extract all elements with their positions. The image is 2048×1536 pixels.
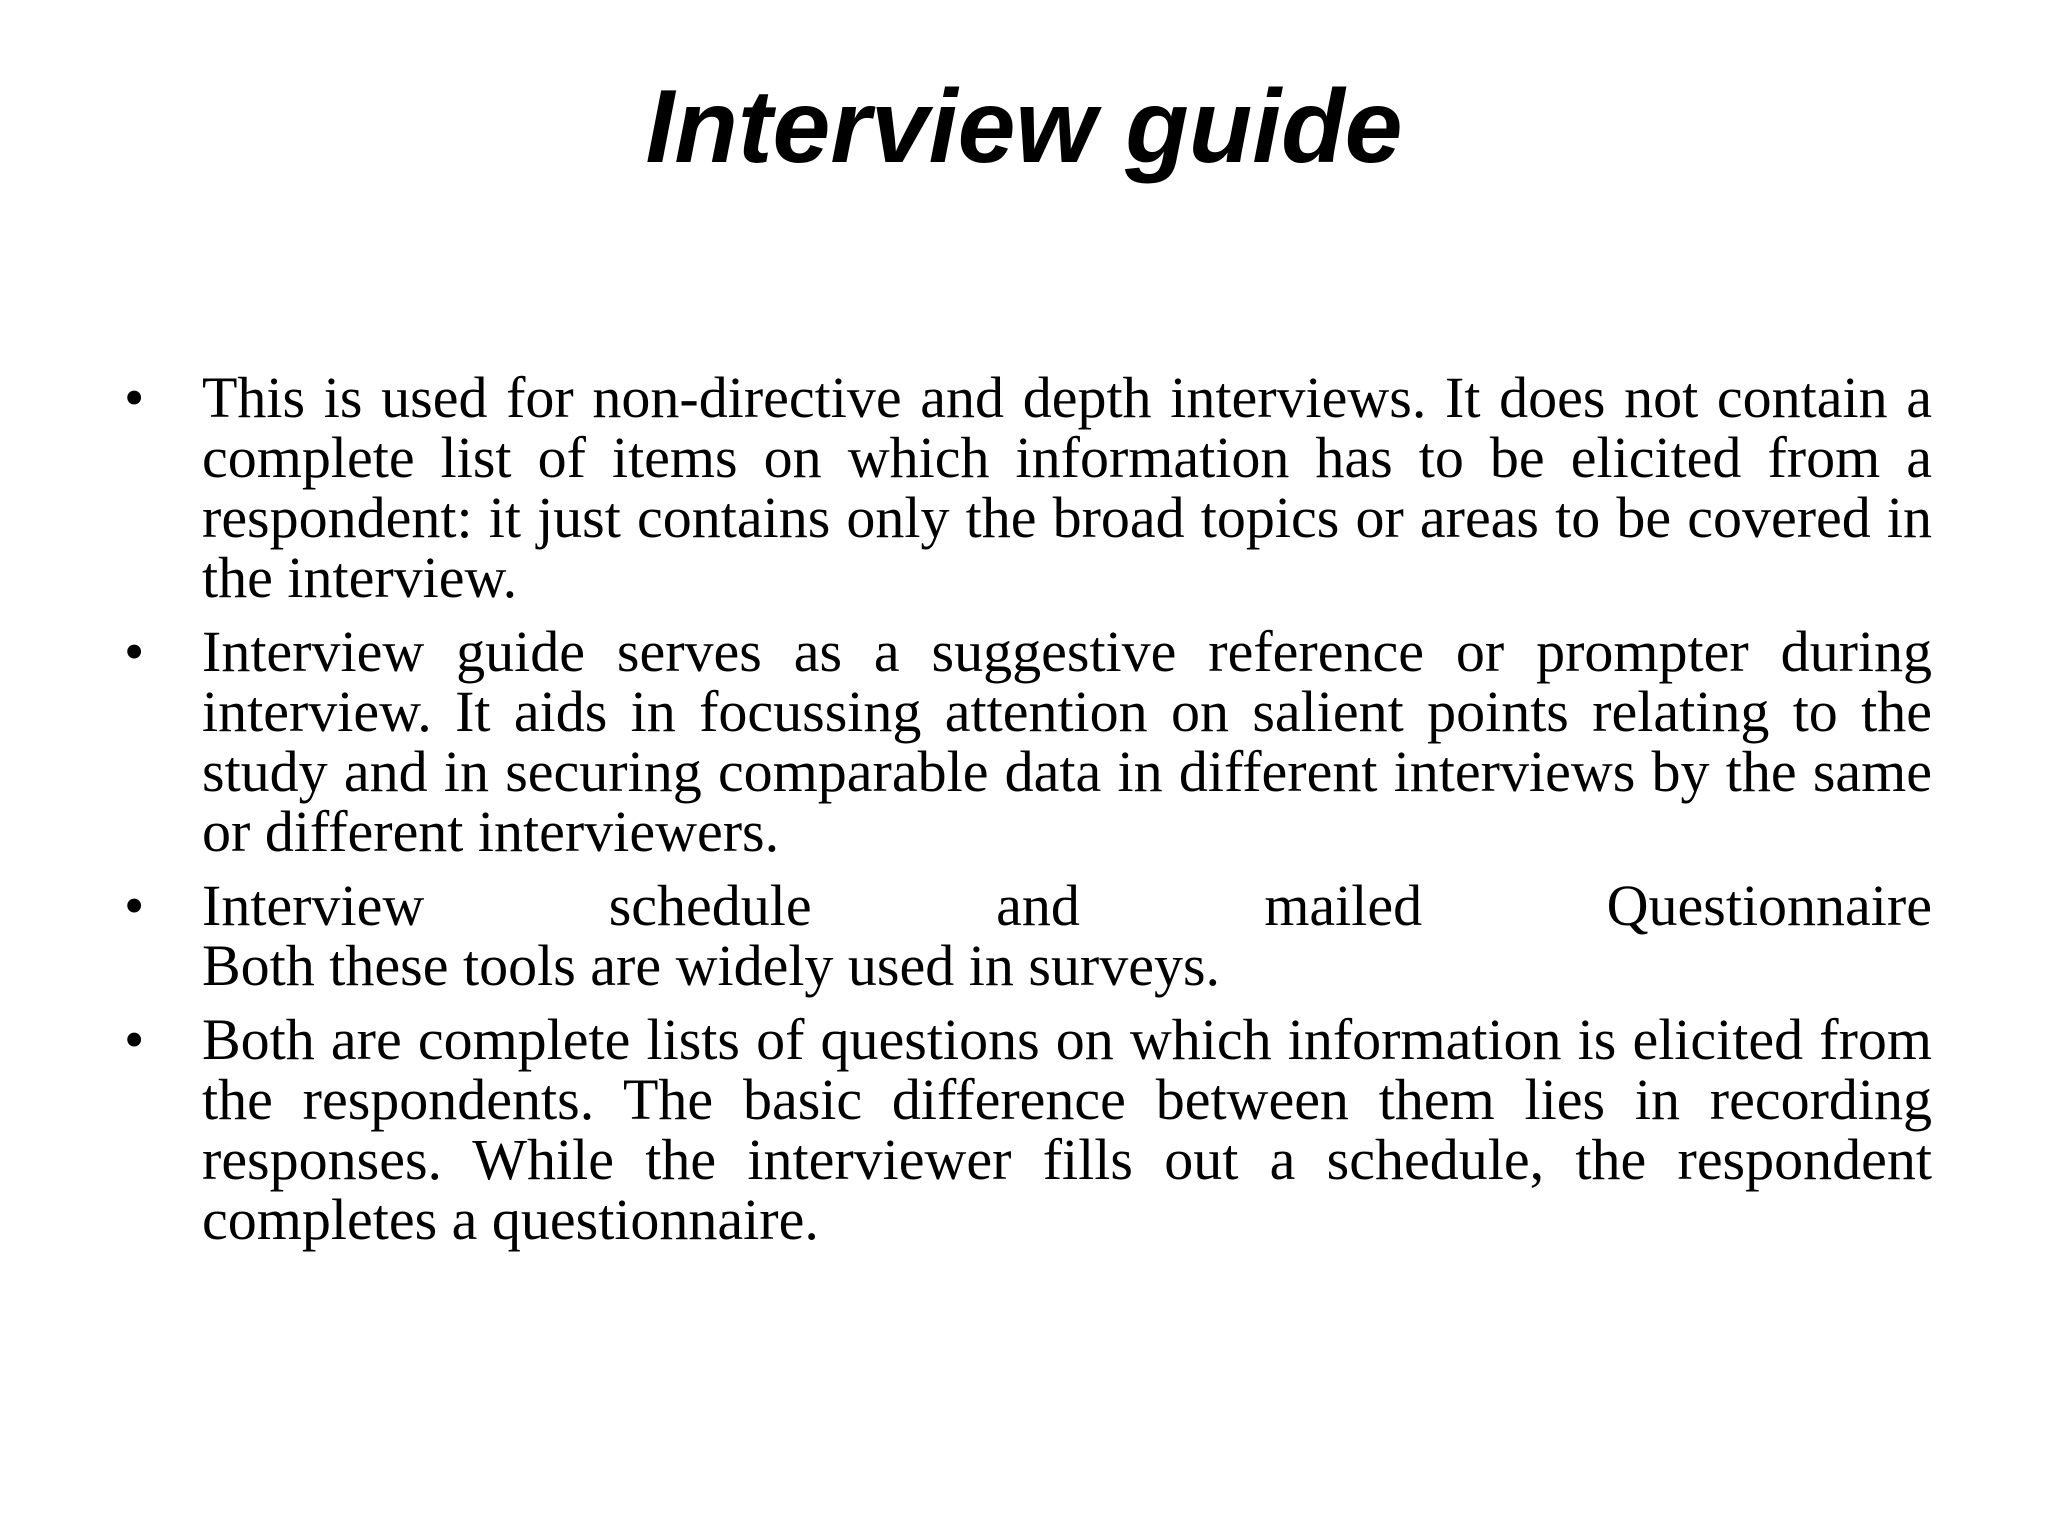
bullet-word: Questionnaire: [1606, 873, 1932, 938]
bullet-text: Both these tools are widely used in surveys.: [202, 933, 1221, 998]
bullet-word: mailed: [1264, 873, 1423, 938]
bullet-text: Interview guide serves as a suggestive reference or prompter during interview. It aids in focussing attention on salient points relating to the study and in securing comparable data in different interviews by the same or different interviewers.: [202, 619, 1932, 864]
bullet-icon: •: [124, 873, 145, 938]
slide-title: Interview guide: [645, 69, 1403, 185]
bullet-text: Both are complete lists of questions on which information is elicited from the respondents. The basic difference between them lies in recording responses. While the interviewer fills out a schedule, the respondent completes a questionnaire.: [202, 1007, 1932, 1252]
bullet-icon: •: [124, 1007, 145, 1072]
bullet-list: [120, 365, 1932, 1264]
bullet-item-2: [120, 619, 1932, 864]
bullet-word: Interview: [202, 873, 425, 938]
bullet-icon: •: [124, 365, 145, 430]
bullet-word: schedule: [608, 873, 812, 938]
bullet-item-4: [120, 1007, 1932, 1252]
bullet-text: This is used for non-directive and depth interviews. It does not contain a complete list of items on which information has to be elicited from a respondent: it just contains only the broad topics or areas to be covered in the interview.: [202, 365, 1932, 610]
bullet-word: and: [996, 873, 1080, 938]
bullet-item-3: [120, 873, 1932, 998]
bullet-icon: •: [124, 619, 145, 684]
bullet-wide-line: [202, 873, 1932, 938]
bullet-item-1: [120, 365, 1932, 610]
